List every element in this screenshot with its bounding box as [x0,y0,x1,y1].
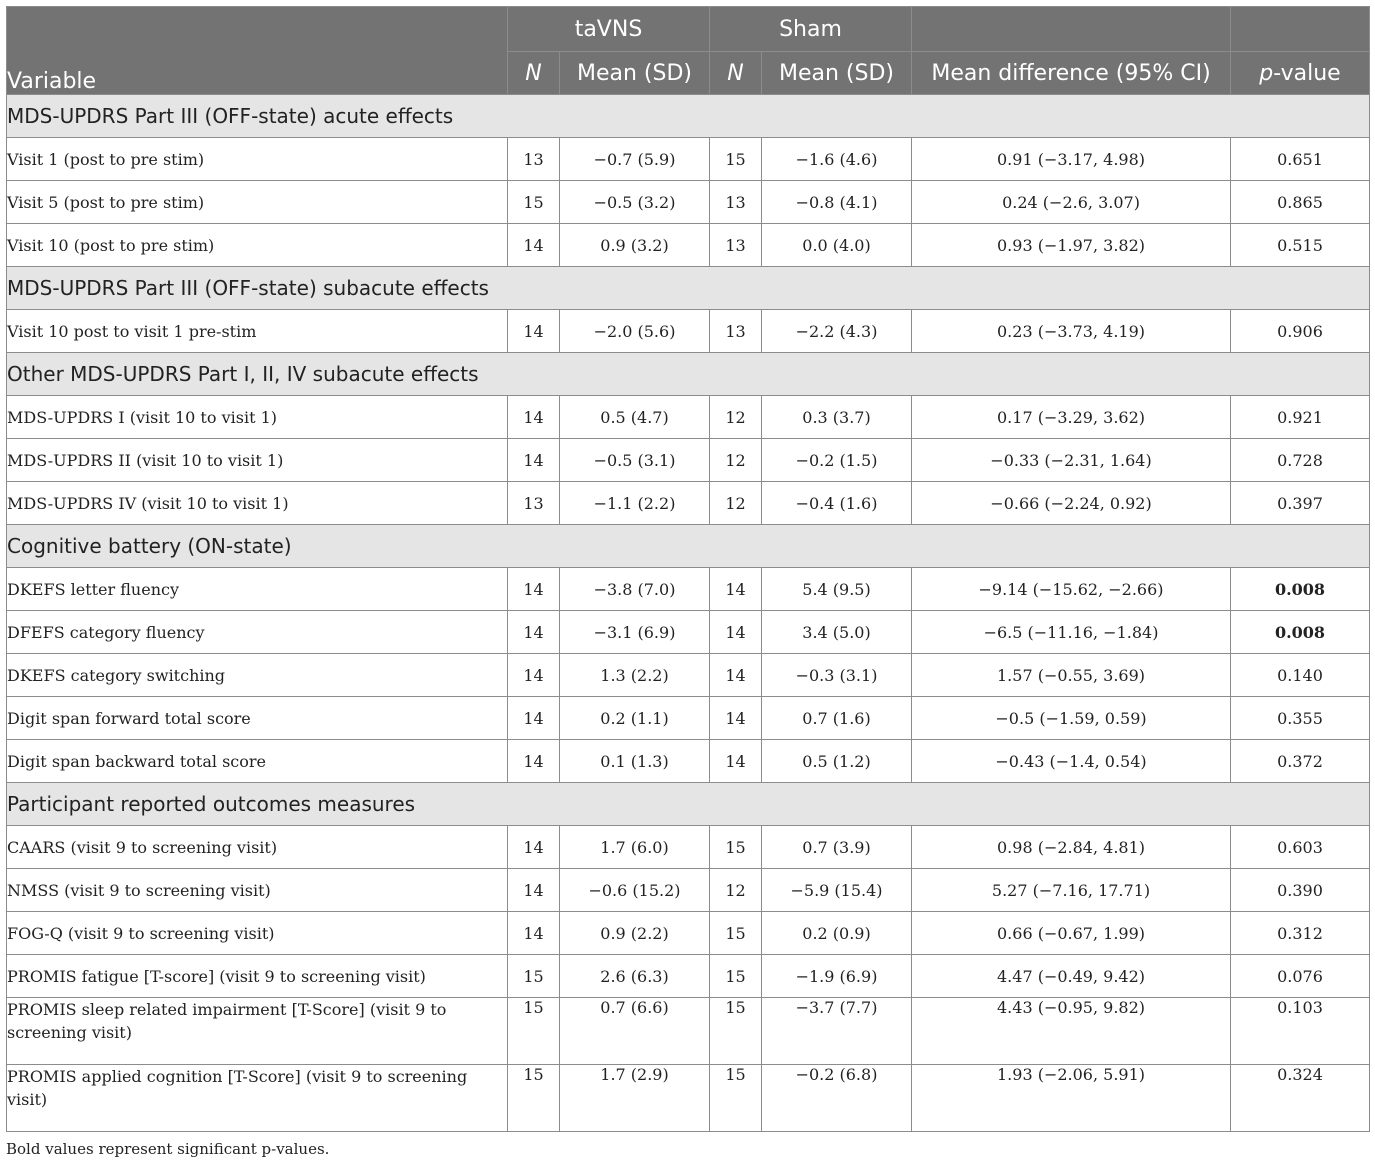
cell-variable: PROMIS sleep related impairment [T-Score] (visit 9 to screening visit) [7,998,508,1065]
cell-p-value: 0.728 [1231,439,1370,482]
cell-variable: Visit 5 (post to pre stim) [7,181,508,224]
cell-n-tavns: 14 [508,869,560,912]
cell-n-tavns: 14 [508,912,560,955]
cell-p-value: 0.103 [1231,998,1370,1065]
cell-p-value: 0.312 [1231,912,1370,955]
cell-mean-difference: 0.66 (−0.67, 1.99) [912,912,1231,955]
cell-mean-tavns: −3.8 (7.0) [560,568,710,611]
header-spacer-p [1231,7,1370,52]
cell-mean-tavns: −0.7 (5.9) [560,138,710,181]
header-n-sham: N [710,52,762,95]
cell-n-sham: 14 [710,740,762,783]
cell-n-tavns: 13 [508,138,560,181]
cell-p-value: 0.140 [1231,654,1370,697]
cell-mean-tavns: 0.5 (4.7) [560,396,710,439]
header-p-italic: p [1259,60,1274,86]
cell-mean-sham: −1.6 (4.6) [762,138,912,181]
cell-mean-difference: 0.24 (−2.6, 3.07) [912,181,1231,224]
section-header-row [7,95,1370,138]
table-row [7,998,1370,1065]
header-mean-tavns: Mean (SD) [560,52,710,95]
cell-variable: DKEFS letter fluency [7,568,508,611]
cell-mean-difference: −0.66 (−2.24, 0.92) [912,482,1231,525]
cell-p-value: 0.390 [1231,869,1370,912]
cell-n-sham: 13 [710,181,762,224]
cell-p-value: 0.008 [1231,568,1370,611]
cell-n-sham: 15 [710,1065,762,1132]
cell-mean-sham: 0.5 (1.2) [762,740,912,783]
header-p-rest: -value [1273,60,1341,86]
cell-n-sham: 14 [710,654,762,697]
cell-mean-difference: −6.5 (−11.16, −1.84) [912,611,1231,654]
cell-mean-difference: 4.43 (−0.95, 9.82) [912,998,1231,1065]
cell-variable: Visit 10 (post to pre stim) [7,224,508,267]
cell-mean-sham: −0.4 (1.6) [762,482,912,525]
cell-mean-sham: −0.2 (6.8) [762,1065,912,1132]
cell-mean-sham: 0.7 (3.9) [762,826,912,869]
cell-mean-difference: −0.43 (−1.4, 0.54) [912,740,1231,783]
table-row [7,654,1370,697]
cell-mean-difference: −9.14 (−15.62, −2.66) [912,568,1231,611]
cell-p-value: 0.865 [1231,181,1370,224]
cell-mean-difference: 5.27 (−7.16, 17.71) [912,869,1231,912]
cell-mean-difference: 0.23 (−3.73, 4.19) [912,310,1231,353]
section-title: MDS-UPDRS Part III (OFF-state) acute effects [7,95,1370,138]
cell-mean-sham: −0.3 (3.1) [762,654,912,697]
section-header-row [7,783,1370,826]
cell-mean-sham: −0.8 (4.1) [762,181,912,224]
cell-mean-difference: −0.5 (−1.59, 0.59) [912,697,1231,740]
cell-n-tavns: 14 [508,396,560,439]
cell-mean-tavns: −2.0 (5.6) [560,310,710,353]
cell-mean-difference: −0.33 (−2.31, 1.64) [912,439,1231,482]
cell-p-value: 0.906 [1231,310,1370,353]
cell-variable: NMSS (visit 9 to screening visit) [7,869,508,912]
cell-variable: Visit 1 (post to pre stim) [7,138,508,181]
cell-mean-difference: 1.93 (−2.06, 5.91) [912,1065,1231,1132]
cell-mean-sham: 0.0 (4.0) [762,224,912,267]
cell-variable: PROMIS fatigue [T-score] (visit 9 to screening visit) [7,955,508,998]
table-row [7,1065,1370,1132]
table-row [7,826,1370,869]
cell-p-value: 0.397 [1231,482,1370,525]
cell-mean-tavns: 0.1 (1.3) [560,740,710,783]
cell-n-sham: 15 [710,826,762,869]
cell-n-tavns: 15 [508,955,560,998]
cell-p-value: 0.008 [1231,611,1370,654]
cell-variable: Visit 10 post to visit 1 pre-stim [7,310,508,353]
cell-n-tavns: 15 [508,1065,560,1132]
table-row [7,224,1370,267]
table-row [7,869,1370,912]
cell-variable: DKEFS category switching [7,654,508,697]
table-row [7,138,1370,181]
cell-variable: DFEFS category fluency [7,611,508,654]
cell-mean-sham: 0.2 (0.9) [762,912,912,955]
table-row [7,611,1370,654]
table-row [7,740,1370,783]
cell-p-value: 0.921 [1231,396,1370,439]
cell-variable: MDS-UPDRS IV (visit 10 to visit 1) [7,482,508,525]
cell-n-sham: 15 [710,912,762,955]
cell-p-value: 0.076 [1231,955,1370,998]
table-row [7,912,1370,955]
header-group-tavns: taVNS [508,7,710,52]
section-header-row [7,267,1370,310]
cell-n-tavns: 14 [508,310,560,353]
cell-variable: MDS-UPDRS II (visit 10 to visit 1) [7,439,508,482]
cell-n-sham: 13 [710,224,762,267]
cell-mean-difference: 4.47 (−0.49, 9.42) [912,955,1231,998]
header-mean-difference: Mean difference (95% CI) [912,52,1231,95]
table-row [7,310,1370,353]
cell-n-tavns: 14 [508,654,560,697]
cell-n-tavns: 14 [508,740,560,783]
cell-n-sham: 12 [710,482,762,525]
cell-n-tavns: 14 [508,697,560,740]
cell-variable: CAARS (visit 9 to screening visit) [7,826,508,869]
table-footnote: Bold values represent significant p-values. [6,1140,330,1158]
cell-mean-tavns: −0.5 (3.2) [560,181,710,224]
cell-n-tavns: 14 [508,826,560,869]
cell-mean-difference: 0.91 (−3.17, 4.98) [912,138,1231,181]
cell-variable: MDS-UPDRS I (visit 10 to visit 1) [7,396,508,439]
cell-n-sham: 13 [710,310,762,353]
table-row [7,482,1370,525]
cell-mean-difference: 0.93 (−1.97, 3.82) [912,224,1231,267]
cell-mean-tavns: −1.1 (2.2) [560,482,710,525]
cell-mean-tavns: 0.7 (6.6) [560,998,710,1065]
cell-mean-tavns: −3.1 (6.9) [560,611,710,654]
cell-p-value: 0.603 [1231,826,1370,869]
table-body [7,95,1370,1132]
cell-p-value: 0.651 [1231,138,1370,181]
table-row [7,439,1370,482]
header-group-sham: Sham [710,7,912,52]
cell-variable: PROMIS applied cognition [T-Score] (visit 9 to screening visit) [7,1065,508,1132]
cell-mean-sham: −3.7 (7.7) [762,998,912,1065]
header-mean-sham: Mean (SD) [762,52,912,95]
cell-mean-sham: −2.2 (4.3) [762,310,912,353]
results-table [6,6,1370,1132]
cell-mean-sham: −1.9 (6.9) [762,955,912,998]
cell-mean-sham: 3.4 (5.0) [762,611,912,654]
table-row [7,181,1370,224]
cell-mean-tavns: −0.6 (15.2) [560,869,710,912]
table-row [7,955,1370,998]
header-n-tavns: N [508,52,560,95]
cell-variable: FOG-Q (visit 9 to screening visit) [7,912,508,955]
header-spacer-diff [912,7,1231,52]
cell-variable: Digit span backward total score [7,740,508,783]
cell-n-tavns: 15 [508,181,560,224]
section-title: Other MDS-UPDRS Part I, II, IV subacute effects [7,353,1370,396]
cell-p-value: 0.515 [1231,224,1370,267]
section-header-row [7,525,1370,568]
cell-p-value: 0.324 [1231,1065,1370,1132]
cell-n-sham: 14 [710,611,762,654]
cell-n-sham: 15 [710,955,762,998]
cell-p-value: 0.355 [1231,697,1370,740]
cell-n-tavns: 13 [508,482,560,525]
cell-n-sham: 15 [710,998,762,1065]
table-row [7,697,1370,740]
cell-mean-tavns: 0.9 (2.2) [560,912,710,955]
cell-mean-sham: −0.2 (1.5) [762,439,912,482]
header-variable: Variable [7,7,508,95]
header-p-value [1231,52,1370,95]
cell-mean-sham: 0.3 (3.7) [762,396,912,439]
cell-mean-tavns: 1.7 (6.0) [560,826,710,869]
cell-mean-tavns: −0.5 (3.1) [560,439,710,482]
cell-n-sham: 14 [710,697,762,740]
cell-mean-tavns: 1.3 (2.2) [560,654,710,697]
cell-n-sham: 15 [710,138,762,181]
cell-n-tavns: 14 [508,568,560,611]
section-title: Cognitive battery (ON-state) [7,525,1370,568]
cell-n-tavns: 14 [508,224,560,267]
table-row [7,396,1370,439]
table-row [7,568,1370,611]
cell-n-sham: 12 [710,439,762,482]
cell-n-tavns: 15 [508,998,560,1065]
cell-n-sham: 14 [710,568,762,611]
cell-mean-tavns: 0.9 (3.2) [560,224,710,267]
cell-n-sham: 12 [710,396,762,439]
cell-mean-tavns: 1.7 (2.9) [560,1065,710,1132]
cell-variable: Digit span forward total score [7,697,508,740]
cell-mean-difference: 1.57 (−0.55, 3.69) [912,654,1231,697]
cell-mean-sham: 5.4 (9.5) [762,568,912,611]
cell-n-tavns: 14 [508,439,560,482]
cell-p-value: 0.372 [1231,740,1370,783]
cell-mean-tavns: 2.6 (6.3) [560,955,710,998]
cell-n-sham: 12 [710,869,762,912]
section-header-row [7,353,1370,396]
cell-mean-difference: 0.17 (−3.29, 3.62) [912,396,1231,439]
cell-n-tavns: 14 [508,611,560,654]
cell-mean-tavns: 0.2 (1.1) [560,697,710,740]
section-title: Participant reported outcomes measures [7,783,1370,826]
section-title: MDS-UPDRS Part III (OFF-state) subacute effects [7,267,1370,310]
cell-mean-difference: 0.98 (−2.84, 4.81) [912,826,1231,869]
cell-mean-sham: −5.9 (15.4) [762,869,912,912]
cell-mean-sham: 0.7 (1.6) [762,697,912,740]
